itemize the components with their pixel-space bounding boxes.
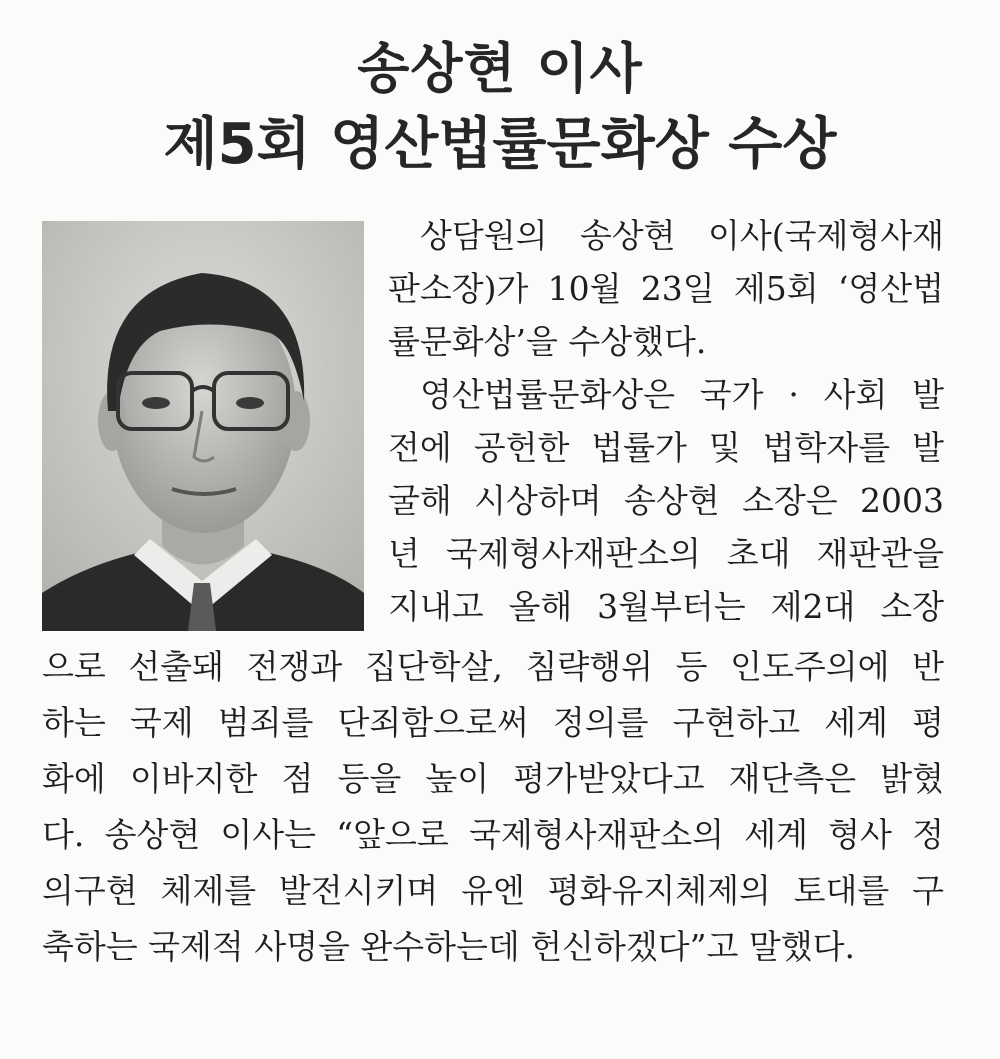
body-line-4: 영산법률문화상은 국가 · 사회 발 (420, 378, 944, 411)
headline-line-2: 제5회 영산법률문화상 수상 (163, 112, 837, 177)
body-line-13: 의구현 체제를 발전시키며 유엔 평화유지체제의 토대를 구 (42, 874, 944, 907)
body-line-8: 지내고 올해 3월부터는 제2대 소장 (388, 590, 944, 623)
body-line-10: 하는 국제 범죄를 단죄함으로써 정의를 구현하고 세계 평 (42, 706, 944, 739)
headline-line-1: 송상현 이사 (357, 37, 643, 100)
body-line-14: 축하는 국제적 사명을 완수하는데 헌신하겠다”고 말했다. (42, 930, 856, 963)
body-line-9: 으로 선출돼 전쟁과 집단학살, 침략행위 등 인도주의에 반 (42, 650, 944, 683)
body-line-1: 상담원의 송상현 이사(국제형사재 (420, 219, 944, 252)
body-line-7: 년 국제형사재판소의 초대 재판관을 (388, 537, 944, 570)
body-line-6: 굴해 시상하며 송상현 소장은 2003 (388, 484, 944, 517)
body-line-3: 률문화상’을 수상했다. (388, 325, 707, 358)
portrait-photo (42, 221, 364, 631)
body-line-12: 다. 송상현 이사는 “앞으로 국제형사재판소의 세계 형사 정 (42, 818, 944, 851)
body-line-5: 전에 공헌한 법률가 및 법학자를 발 (388, 431, 944, 464)
body-line-11: 화에 이바지한 점 등을 높이 평가받았다고 재단측은 밝혔 (42, 762, 944, 795)
body-line-2: 판소장)가 10월 23일 제5회 ‘영산법 (388, 272, 944, 305)
